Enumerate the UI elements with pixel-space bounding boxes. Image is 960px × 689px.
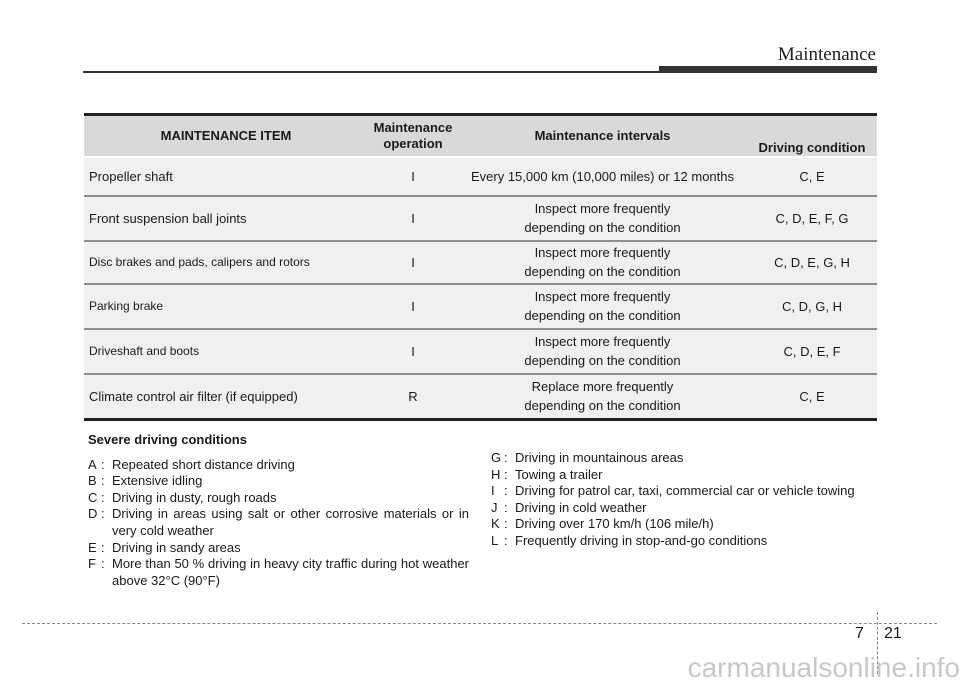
condition-letter: K bbox=[491, 516, 500, 532]
condition-letter: E bbox=[88, 539, 97, 555]
row-item: Climate control air filter (if equipped) bbox=[84, 374, 368, 420]
row-condition: C, D, E, F bbox=[747, 329, 877, 374]
row-item: Driveshaft and boots bbox=[84, 329, 368, 374]
condition-letter: F bbox=[88, 556, 96, 572]
row-interval-line1: Inspect more frequently bbox=[534, 334, 671, 349]
condition-separator: : bbox=[504, 466, 508, 482]
row-interval bbox=[458, 241, 747, 284]
row-interval-line2: depending on the condition bbox=[524, 398, 681, 414]
condition-text: Driving in areas using salt or other corrosive materials or in very cold weather bbox=[112, 506, 469, 538]
condition-letter: I bbox=[491, 483, 495, 499]
condition-text: Driving for patrol car, taxi, commercial car or vehicle towing bbox=[515, 483, 855, 499]
table-row bbox=[84, 329, 877, 374]
condition-text: Driving in mountainous areas bbox=[515, 450, 684, 465]
row-interval bbox=[458, 157, 747, 196]
maintenance-table bbox=[84, 113, 877, 421]
condition-item bbox=[491, 483, 891, 500]
condition-letter: C bbox=[88, 489, 98, 505]
severe-conditions-left bbox=[88, 432, 469, 589]
row-condition: C, D, E, F, G bbox=[747, 196, 877, 241]
table-header-row bbox=[84, 115, 877, 157]
condition-letter: J bbox=[491, 499, 498, 515]
condition-separator: : bbox=[504, 516, 508, 532]
footer-divider bbox=[22, 623, 937, 624]
condition-text: Driving in cold weather bbox=[515, 499, 647, 515]
row-interval-line2: depending on the condition bbox=[524, 308, 681, 323]
column-header-intervals: Maintenance intervals bbox=[458, 115, 747, 157]
page-chapter: 7 bbox=[855, 625, 864, 642]
condition-item bbox=[88, 506, 469, 539]
row-item: Propeller shaft bbox=[84, 157, 368, 196]
row-interval bbox=[458, 374, 747, 420]
row-item: Disc brakes and pads, calipers and rotors bbox=[84, 241, 368, 284]
condition-separator: : bbox=[504, 450, 508, 465]
row-interval bbox=[458, 196, 747, 241]
row-operation: I bbox=[368, 284, 458, 329]
row-condition: C, D, E, G, H bbox=[747, 241, 877, 284]
condition-item bbox=[88, 556, 469, 589]
condition-letter: A bbox=[88, 456, 97, 472]
row-interval-line1: Every 15,000 km (10,000 miles) or 12 months bbox=[470, 168, 734, 184]
condition-separator: : bbox=[504, 532, 508, 548]
row-operation: I bbox=[368, 196, 458, 241]
condition-separator: : bbox=[101, 456, 105, 472]
row-interval-line2: depending on the condition bbox=[524, 353, 681, 368]
row-condition: C, D, G, H bbox=[747, 284, 877, 329]
column-header-condition: Driving condition bbox=[747, 115, 877, 157]
column-header-operation bbox=[368, 115, 458, 157]
condition-text: Driving in sandy areas bbox=[112, 539, 241, 555]
section-title: Maintenance bbox=[777, 44, 876, 65]
condition-separator: : bbox=[101, 489, 105, 505]
row-interval-line1: Replace more frequently bbox=[531, 379, 674, 395]
condition-separator: : bbox=[504, 499, 508, 515]
row-interval-line2: depending on the condition bbox=[524, 264, 681, 279]
row-operation: I bbox=[368, 157, 458, 196]
condition-text: Driving over 170 km/h (106 mile/h) bbox=[515, 516, 714, 532]
condition-item bbox=[88, 473, 469, 490]
row-operation: I bbox=[368, 241, 458, 284]
condition-letter: B bbox=[88, 473, 97, 489]
row-interval-line1: Inspect more frequently bbox=[534, 245, 671, 260]
table-row bbox=[84, 374, 877, 420]
condition-letter: H bbox=[491, 466, 501, 482]
row-interval-line1: Inspect more frequently bbox=[534, 201, 671, 216]
column-header-item: MAINTENANCE ITEM bbox=[84, 115, 368, 157]
severe-conditions-title: Severe driving conditions bbox=[88, 432, 247, 447]
table-row bbox=[84, 196, 877, 241]
row-operation: R bbox=[368, 374, 458, 420]
column-header-operation-line2: operation bbox=[383, 135, 443, 151]
column-header-operation-line1: Maintenance bbox=[373, 119, 453, 135]
condition-text: Extensive idling bbox=[112, 473, 203, 489]
condition-item bbox=[491, 516, 891, 533]
header-rule-accent bbox=[659, 66, 877, 73]
condition-text: Frequently driving in stop-and-go conditions bbox=[515, 532, 768, 548]
condition-separator: : bbox=[101, 539, 105, 555]
table-row bbox=[84, 241, 877, 284]
severe-conditions-right bbox=[491, 450, 891, 550]
condition-item bbox=[88, 490, 469, 507]
condition-text: Driving in dusty, rough roads bbox=[112, 489, 277, 505]
condition-item bbox=[88, 540, 469, 557]
condition-item bbox=[491, 467, 891, 484]
row-operation: I bbox=[368, 329, 458, 374]
row-interval-line1: Inspect more frequently bbox=[534, 289, 671, 304]
condition-letter: L bbox=[491, 532, 499, 548]
condition-item bbox=[491, 500, 891, 517]
page-number: 21 bbox=[884, 625, 902, 642]
row-item: Front suspension ball joints bbox=[84, 196, 368, 241]
condition-text: Repeated short distance driving bbox=[112, 456, 295, 472]
condition-letter: D bbox=[88, 506, 98, 522]
header-rule bbox=[83, 71, 661, 73]
row-condition: C, E bbox=[747, 157, 877, 196]
row-interval-line2: depending on the condition bbox=[524, 220, 681, 235]
condition-separator: : bbox=[504, 483, 508, 499]
row-interval bbox=[458, 329, 747, 374]
condition-separator: : bbox=[101, 473, 105, 489]
row-interval bbox=[458, 284, 747, 329]
condition-item bbox=[491, 450, 891, 467]
table-row bbox=[84, 284, 877, 329]
watermark: carmanualsonline.info bbox=[687, 652, 960, 683]
row-item: Parking brake bbox=[84, 284, 368, 329]
condition-separator: : bbox=[101, 506, 105, 522]
condition-separator: : bbox=[101, 556, 105, 572]
condition-item bbox=[491, 533, 891, 550]
condition-text: Towing a trailer bbox=[515, 466, 603, 482]
condition-text: More than 50 % driving in heavy city traffic during hot weather above 32°C (90°F) bbox=[112, 556, 469, 588]
condition-letter: G bbox=[491, 450, 502, 465]
condition-item bbox=[88, 457, 469, 474]
row-condition: C, E bbox=[747, 374, 877, 420]
table-row bbox=[84, 157, 877, 196]
